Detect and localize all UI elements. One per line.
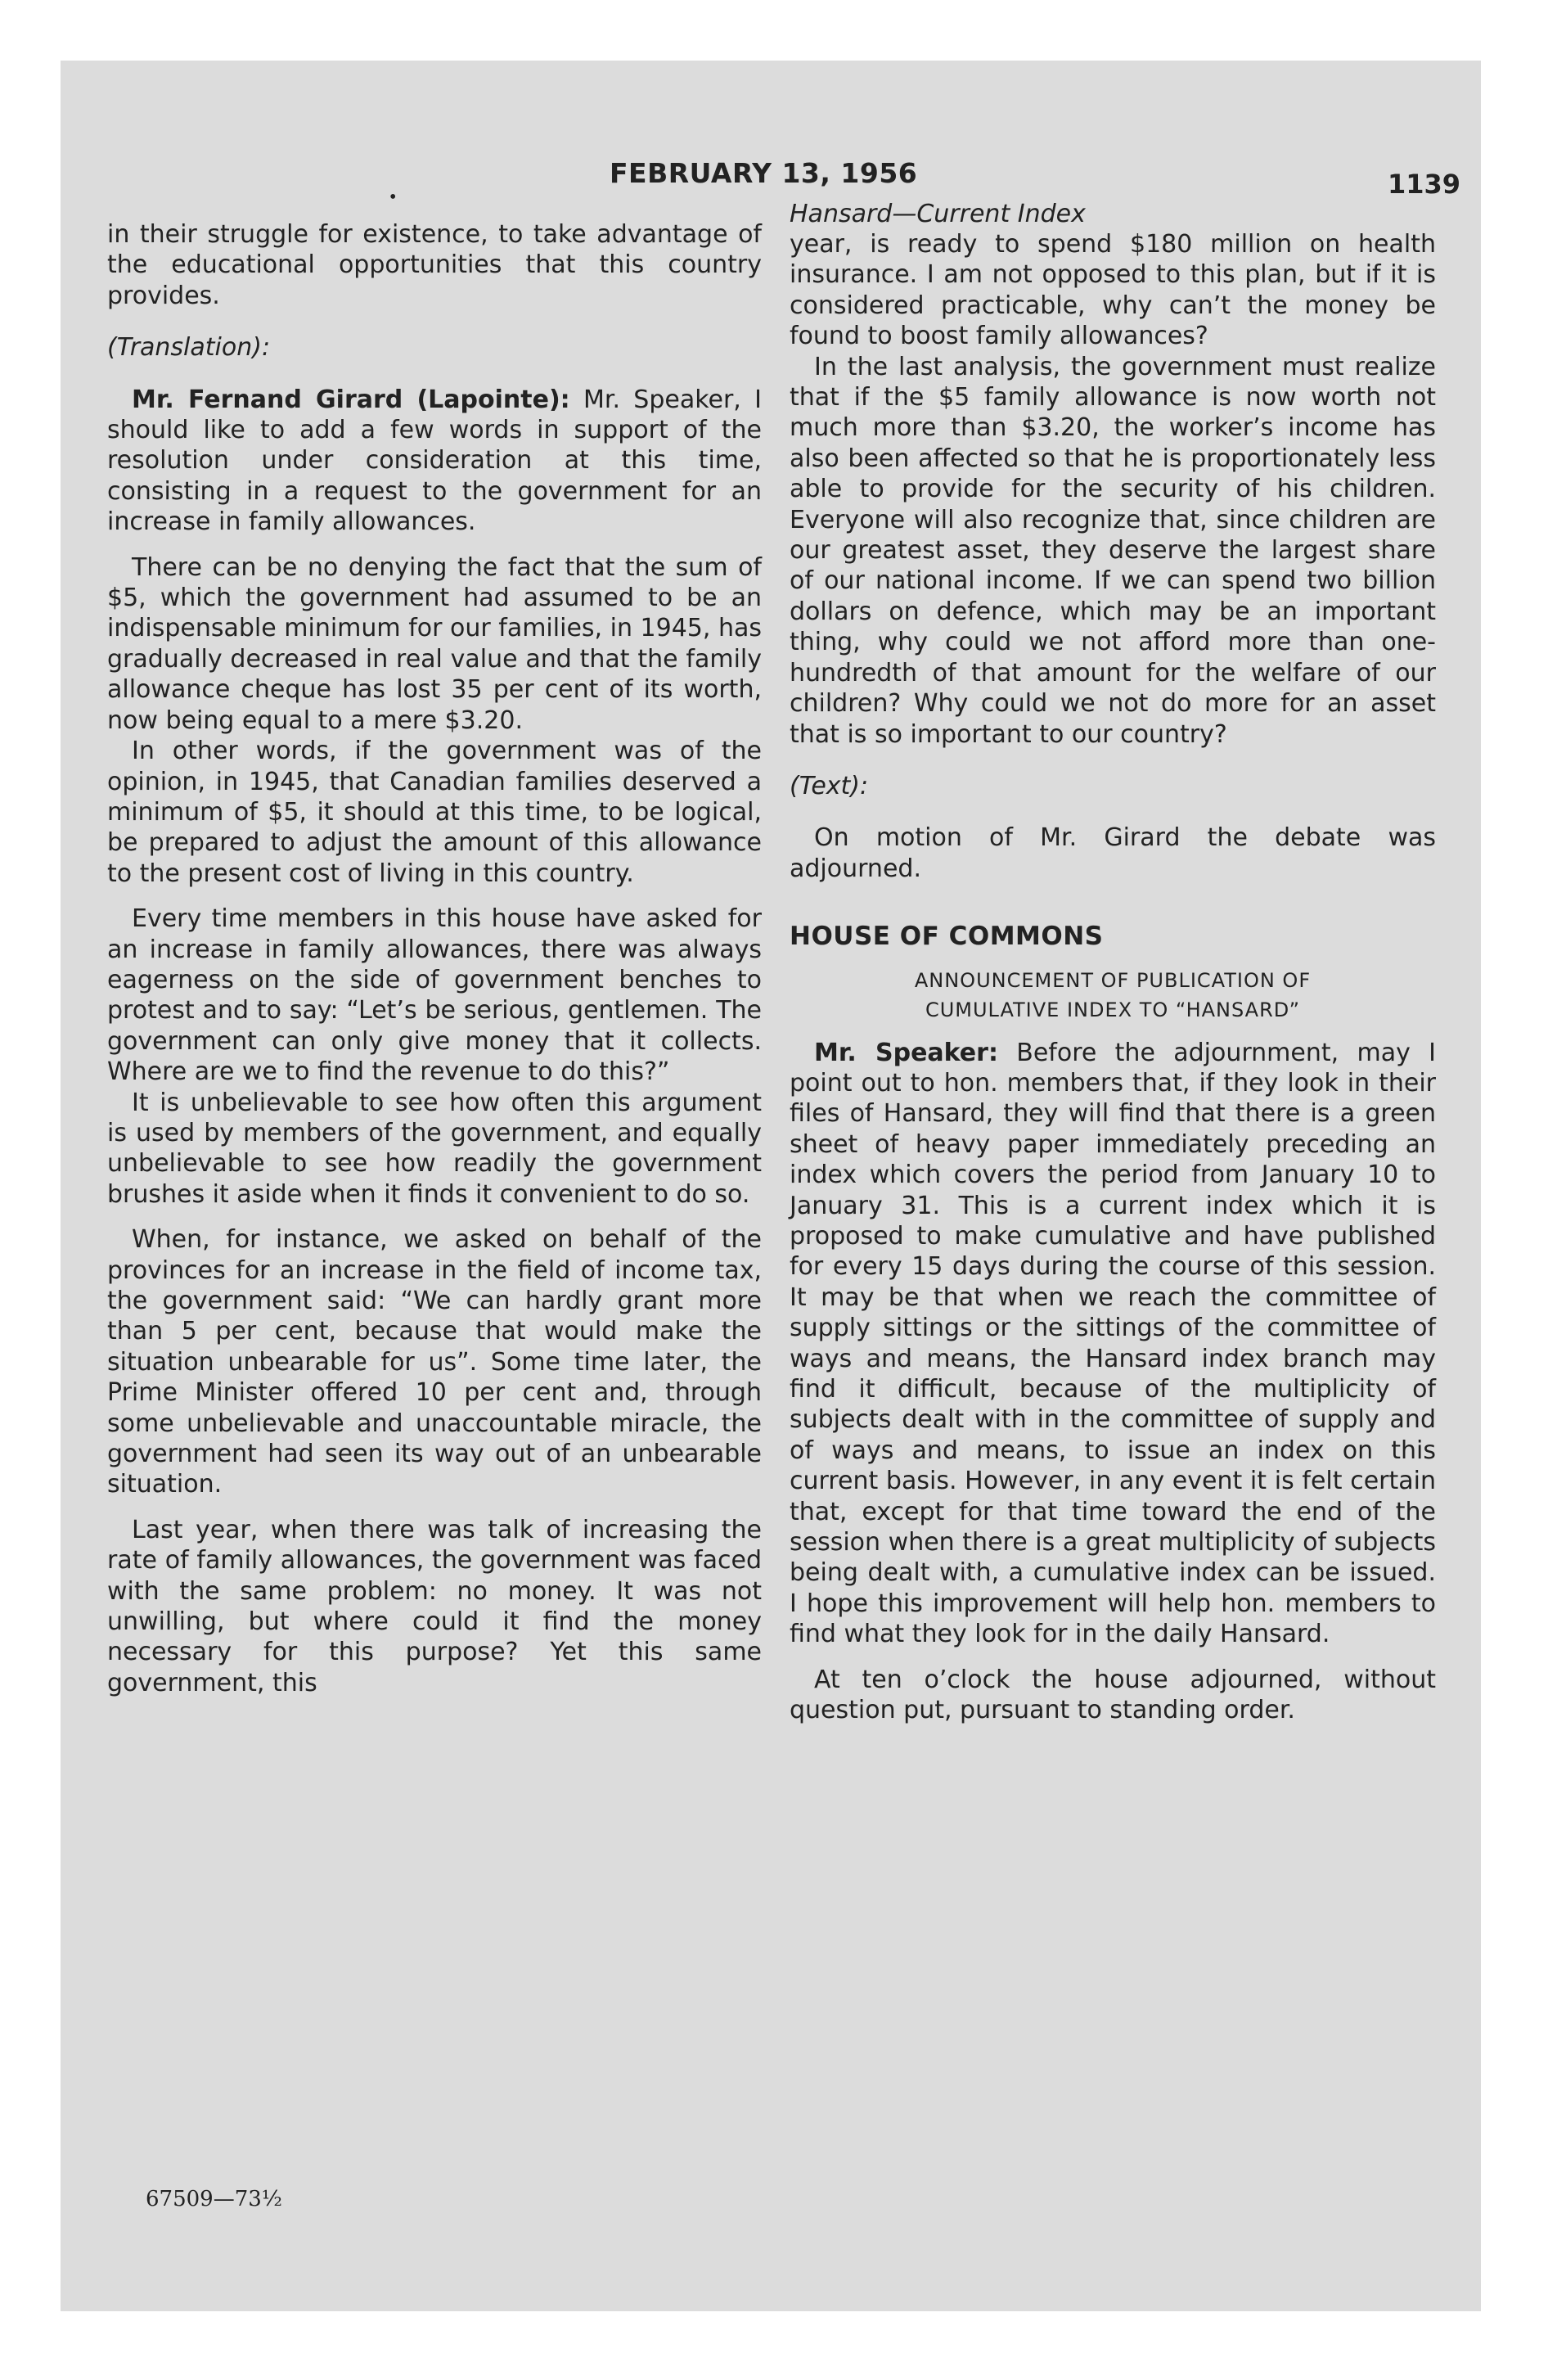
- paragraph: Last year, when there was talk of increasing the rate of family allowances, the government was faced with the same problem: no money. It was not unwilling, but where could it find the money necessary for this purpose? Yet this same government, this: [107, 1515, 762, 1697]
- speech-text: Mr. Speaker, I should like to add a few words in support of the resolution under consideration at this time, consisting in a request to the government for an increase in family allowances.: [107, 385, 762, 537]
- bullet-mark: •: [389, 187, 397, 208]
- speech-text: Before the adjournment, may I point out to hon. members that, if they look in their files of Hansard, they will find that there is a green sheet of heavy paper immediately preceding an index which covers the period from January 10 to January 31. This is a current index which it is proposed to make cumulative and have published for every 15 days during the course of this session. It may be that when we reach the committee of supply sittings or the sittings of the committee of ways and means, the Hansard index branch may find it difficult, because of the multiplicity of subjects dealt with in the committee of supply and of ways and means, to issue an index on this current basis. However, in any event it is felt certain that, except for that time toward the end of the session when there is a great multiplicity of subjects being dealt with, a cumulative index can be issued. I hope this improvement will help hon. members to find what they look for in the daily Hansard.: [790, 1038, 1436, 1649]
- right-column: [790, 199, 1436, 1725]
- translation-label: (Translation):: [107, 333, 271, 363]
- paragraph: It is unbelievable to see how often this argument is used by members of the government, and equally unbelievable to see how readily the government brushes it aside when it finds it convenient to do so.: [107, 1088, 762, 1209]
- page-number: 1139: [1388, 169, 1461, 200]
- paragraph: year, is ready to spend $180 million on health insurance. I am not opposed to this plan, but if it is considered practicable, why can’t the money be found to boost family allowances?: [790, 230, 1436, 351]
- paragraph: [107, 385, 762, 538]
- text-label: (Text):: [790, 771, 869, 800]
- paragraph: In the last analysis, the government must realize that if the $5 family allowance is now worth not much more than $3.20, the worker’s income has also been affected so that he is proportionately less able to provide for the security of his children. Everyone will also recognize that, since children are our greatest asset, they deserve the largest share of our national income. If we can spend two billion dollars on defence, which may be an important thing, why could we not afford more than one-hundredth of that amount for the welfare of our children? Why could we not do more for an asset that is so important to our country?: [790, 352, 1436, 749]
- announcement-line: ANNOUNCEMENT OF PUBLICATION OF: [914, 968, 1312, 992]
- paragraph: Every time members in this house have asked for an increase in family allowances, there was always eagerness on the side of government benches to protest and to say: “Let’s be serious, gentlemen. The government can only give money that it collects. Where are we to find the revenue to do this?”: [107, 904, 762, 1087]
- closing-paragraph: At ten o’clock the house adjourned, without question put, pursuant to standing order.: [790, 1665, 1436, 1725]
- motion-paragraph: On motion of Mr. Girard the debate was adjourned.: [790, 823, 1436, 883]
- paragraph: There can be no denying the fact that the sum of $5, which the government had assumed to be an indispensable minimum for our families, in 1945, has gradually decreased in real value and that the family allowance cheque has lost 35 per cent of its worth, now being equal to a mere $3.20.: [107, 552, 762, 735]
- paragraph: In other words, if the government was of the opinion, in 1945, that Canadian families deserved a minimum of $5, it should at this time, to be logical, be prepared to adjust the amount of this allowance to the present cost of living in this country.: [107, 737, 762, 888]
- running-head: Hansard—Current Index: [790, 200, 1086, 228]
- speaker-name: Mr. Speaker:: [814, 1038, 998, 1067]
- announcement-line: CUMULATIVE INDEX TO “HANSARD”: [925, 998, 1301, 1021]
- left-column: [107, 219, 762, 1698]
- speaker-name: Mr. Fernand Girard (Lapointe):: [132, 385, 570, 414]
- section-heading: HOUSE OF COMMONS: [790, 922, 1104, 952]
- paragraph: When, for instance, we asked on behalf of the provinces for an increase in the field of income tax, the government said: “We can hardly grant more than 5 per cent, because that would make the situation unbearable for us”. Some time later, the Prime Minister offered 10 per cent and, through some unbelievable and unaccountable miracle, the government had seen its way out of an unbearable situation.: [107, 1225, 762, 1499]
- paragraph: in their struggle for existence, to take advantage of the educational opportunities that this country provides.: [107, 220, 762, 310]
- footer-code: 67509—73½: [146, 2187, 282, 2211]
- paragraph: [790, 1038, 1436, 1650]
- header-date: FEBRUARY 13, 1956: [610, 157, 918, 189]
- announcement-heading: [790, 966, 1436, 1025]
